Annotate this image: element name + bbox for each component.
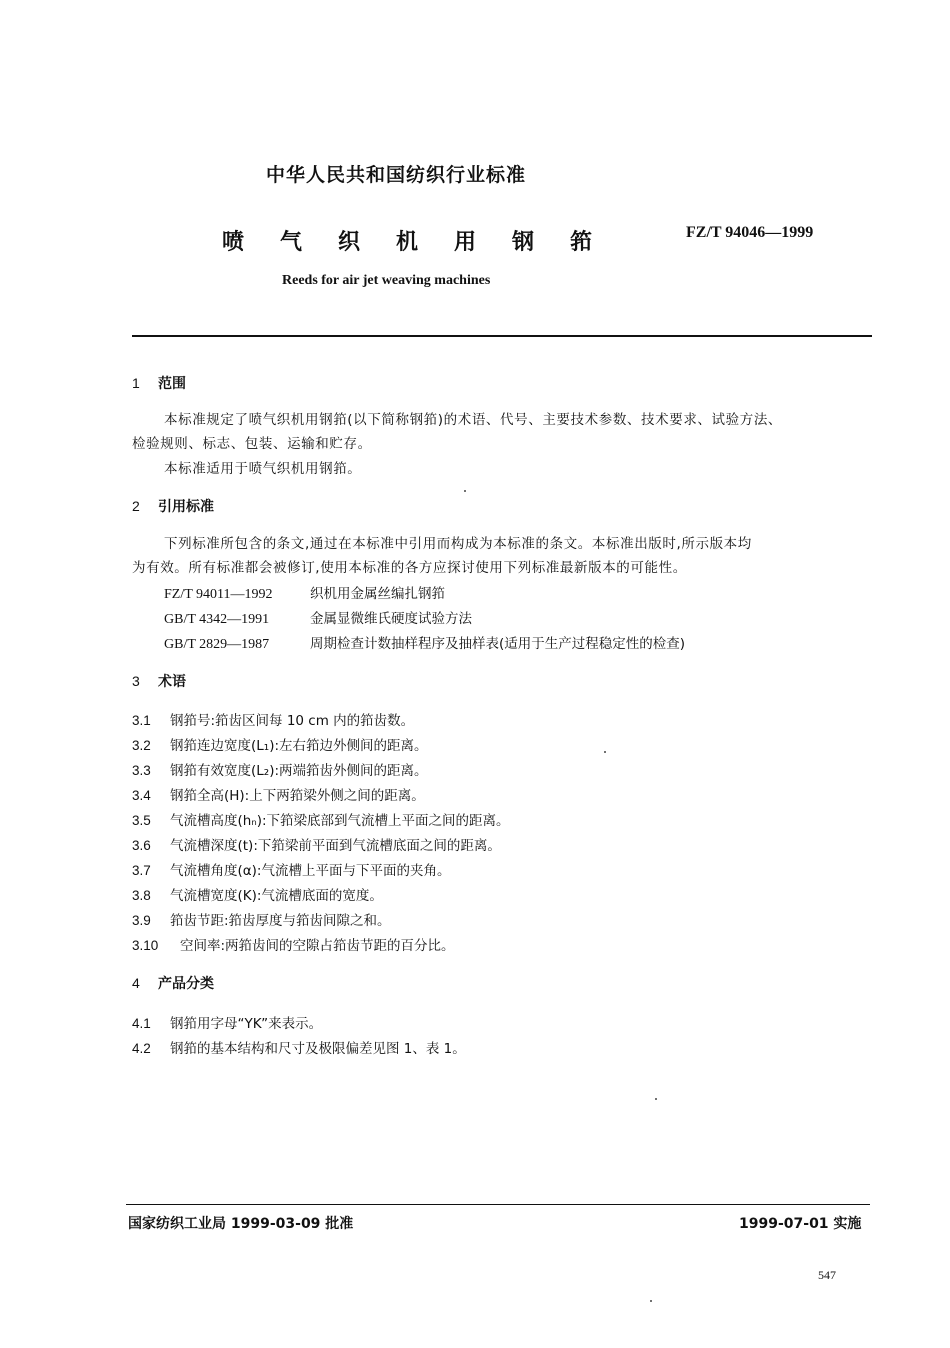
term-text: 气流槽角度(α):气流槽上平面与下平面的夹角。 <box>170 863 451 879</box>
scan-speck <box>650 1300 652 1302</box>
term-number: 3.9 <box>132 913 151 928</box>
term-item <box>132 859 450 879</box>
item-text: 钢筘的基本结构和尺寸及极限偏差见图 1、表 1。 <box>170 1041 466 1057</box>
item-text: 钢筘用字母“YK”来表示。 <box>170 1016 323 1032</box>
term-item <box>132 809 510 829</box>
section-title: 术语 <box>158 674 186 690</box>
section-number: 3 <box>132 673 140 689</box>
classification-item <box>132 1037 466 1057</box>
section-title: 产品分类 <box>158 976 214 992</box>
term-number: 3.8 <box>132 888 151 903</box>
section-title: 范围 <box>158 376 186 392</box>
term-text: 钢筘号:筘齿区间每 10 cm 内的筘齿数。 <box>170 713 415 729</box>
paragraph-line: 本标准规定了喷气织机用钢筘(以下简称钢筘)的术语、代号、主要技术参数、技术要求、试验方法、 <box>164 412 783 428</box>
section-3-heading <box>132 671 186 691</box>
scan-speck <box>464 490 466 492</box>
term-item <box>132 909 391 929</box>
reference-code: FZ/T 94011—1992 <box>164 587 273 602</box>
term-text: 钢筘全高(H):上下两筘梁外侧之间的距离。 <box>170 788 425 804</box>
term-number: 3.10 <box>132 938 159 953</box>
issuing-organization: 中华人民共和国纺织行业标准 <box>266 164 527 186</box>
term-number: 3.2 <box>132 738 151 753</box>
term-number: 3.1 <box>132 713 151 728</box>
section-title: 引用标准 <box>158 499 214 515</box>
term-item <box>132 709 414 729</box>
term-item <box>132 934 455 954</box>
paragraph-line: 本标准适用于喷气织机用钢筘。 <box>164 461 362 477</box>
term-text: 气流槽高度(hₙ):下筘梁底部到气流槽上平面之间的距离。 <box>170 813 510 829</box>
term-item <box>132 784 425 804</box>
term-number: 3.4 <box>132 788 151 803</box>
reference-item <box>164 607 472 628</box>
standard-code: FZ/T 94046—1999 <box>686 224 814 241</box>
section-number: 2 <box>132 498 140 514</box>
term-text: 气流槽深度(t):下筘梁前平面到气流槽底面之间的距离。 <box>170 838 501 854</box>
term-text: 空间率:两筘齿间的空隙占筘齿节距的百分比。 <box>180 938 455 954</box>
reference-title: 金属显微维氏硬度试验方法 <box>310 611 472 627</box>
approval-date: 国家纺织工业局 1999-03-09 批准 <box>128 1216 354 1232</box>
page-number: 547 <box>818 1268 836 1282</box>
term-item <box>132 734 428 754</box>
section-2-heading <box>132 496 214 516</box>
implementation-date: 1999-07-01 实施 <box>739 1216 862 1232</box>
standard-title-chinese: 喷气织机用钢筘 <box>222 230 629 255</box>
term-number: 3.5 <box>132 813 151 828</box>
classification-item <box>132 1012 322 1032</box>
section-number: 4 <box>132 975 140 991</box>
paragraph-line: 为有效。所有标准都会被修订,使用本标准的各方应探讨使用下列标准最新版本的可能性。 <box>132 560 687 576</box>
reference-title: 周期检查计数抽样程序及抽样表(适用于生产过程稳定性的检查) <box>310 636 686 652</box>
term-text: 气流槽宽度(K):气流槽底面的宽度。 <box>170 888 383 904</box>
item-number: 4.2 <box>132 1041 151 1056</box>
reference-code: GB/T 4342—1991 <box>164 612 270 627</box>
term-item <box>132 884 383 904</box>
term-number: 3.3 <box>132 763 151 778</box>
scan-speck <box>655 1098 657 1100</box>
reference-item <box>164 632 685 653</box>
term-number: 3.6 <box>132 838 151 853</box>
standard-title-english: Reeds for air jet weaving machines <box>282 273 491 288</box>
term-item <box>132 759 428 779</box>
section-number: 1 <box>132 375 140 391</box>
paragraph-line: 检验规则、标志、包装、运输和贮存。 <box>132 436 372 452</box>
term-text: 钢筘连边宽度(L₁):左右筘边外侧间的距离。 <box>170 738 428 754</box>
item-number: 4.1 <box>132 1016 151 1031</box>
header-divider <box>132 335 872 337</box>
term-text: 筘齿节距:筘齿厚度与筘齿间隙之和。 <box>170 913 391 929</box>
section-1-heading <box>132 373 186 393</box>
paragraph-line: 下列标准所包含的条文,通过在本标准中引用而构成为本标准的条文。本标准出版时,所示版本均 <box>164 536 752 552</box>
reference-title: 织机用金属丝编扎钢筘 <box>310 586 445 602</box>
section-4-heading <box>132 973 214 993</box>
reference-item <box>164 582 445 603</box>
footer-divider <box>126 1204 870 1205</box>
reference-code: GB/T 2829—1987 <box>164 637 270 652</box>
term-item <box>132 834 501 854</box>
scan-speck <box>604 751 606 753</box>
term-number: 3.7 <box>132 863 151 878</box>
term-text: 钢筘有效宽度(L₂):两端筘齿外侧间的距离。 <box>170 763 428 779</box>
